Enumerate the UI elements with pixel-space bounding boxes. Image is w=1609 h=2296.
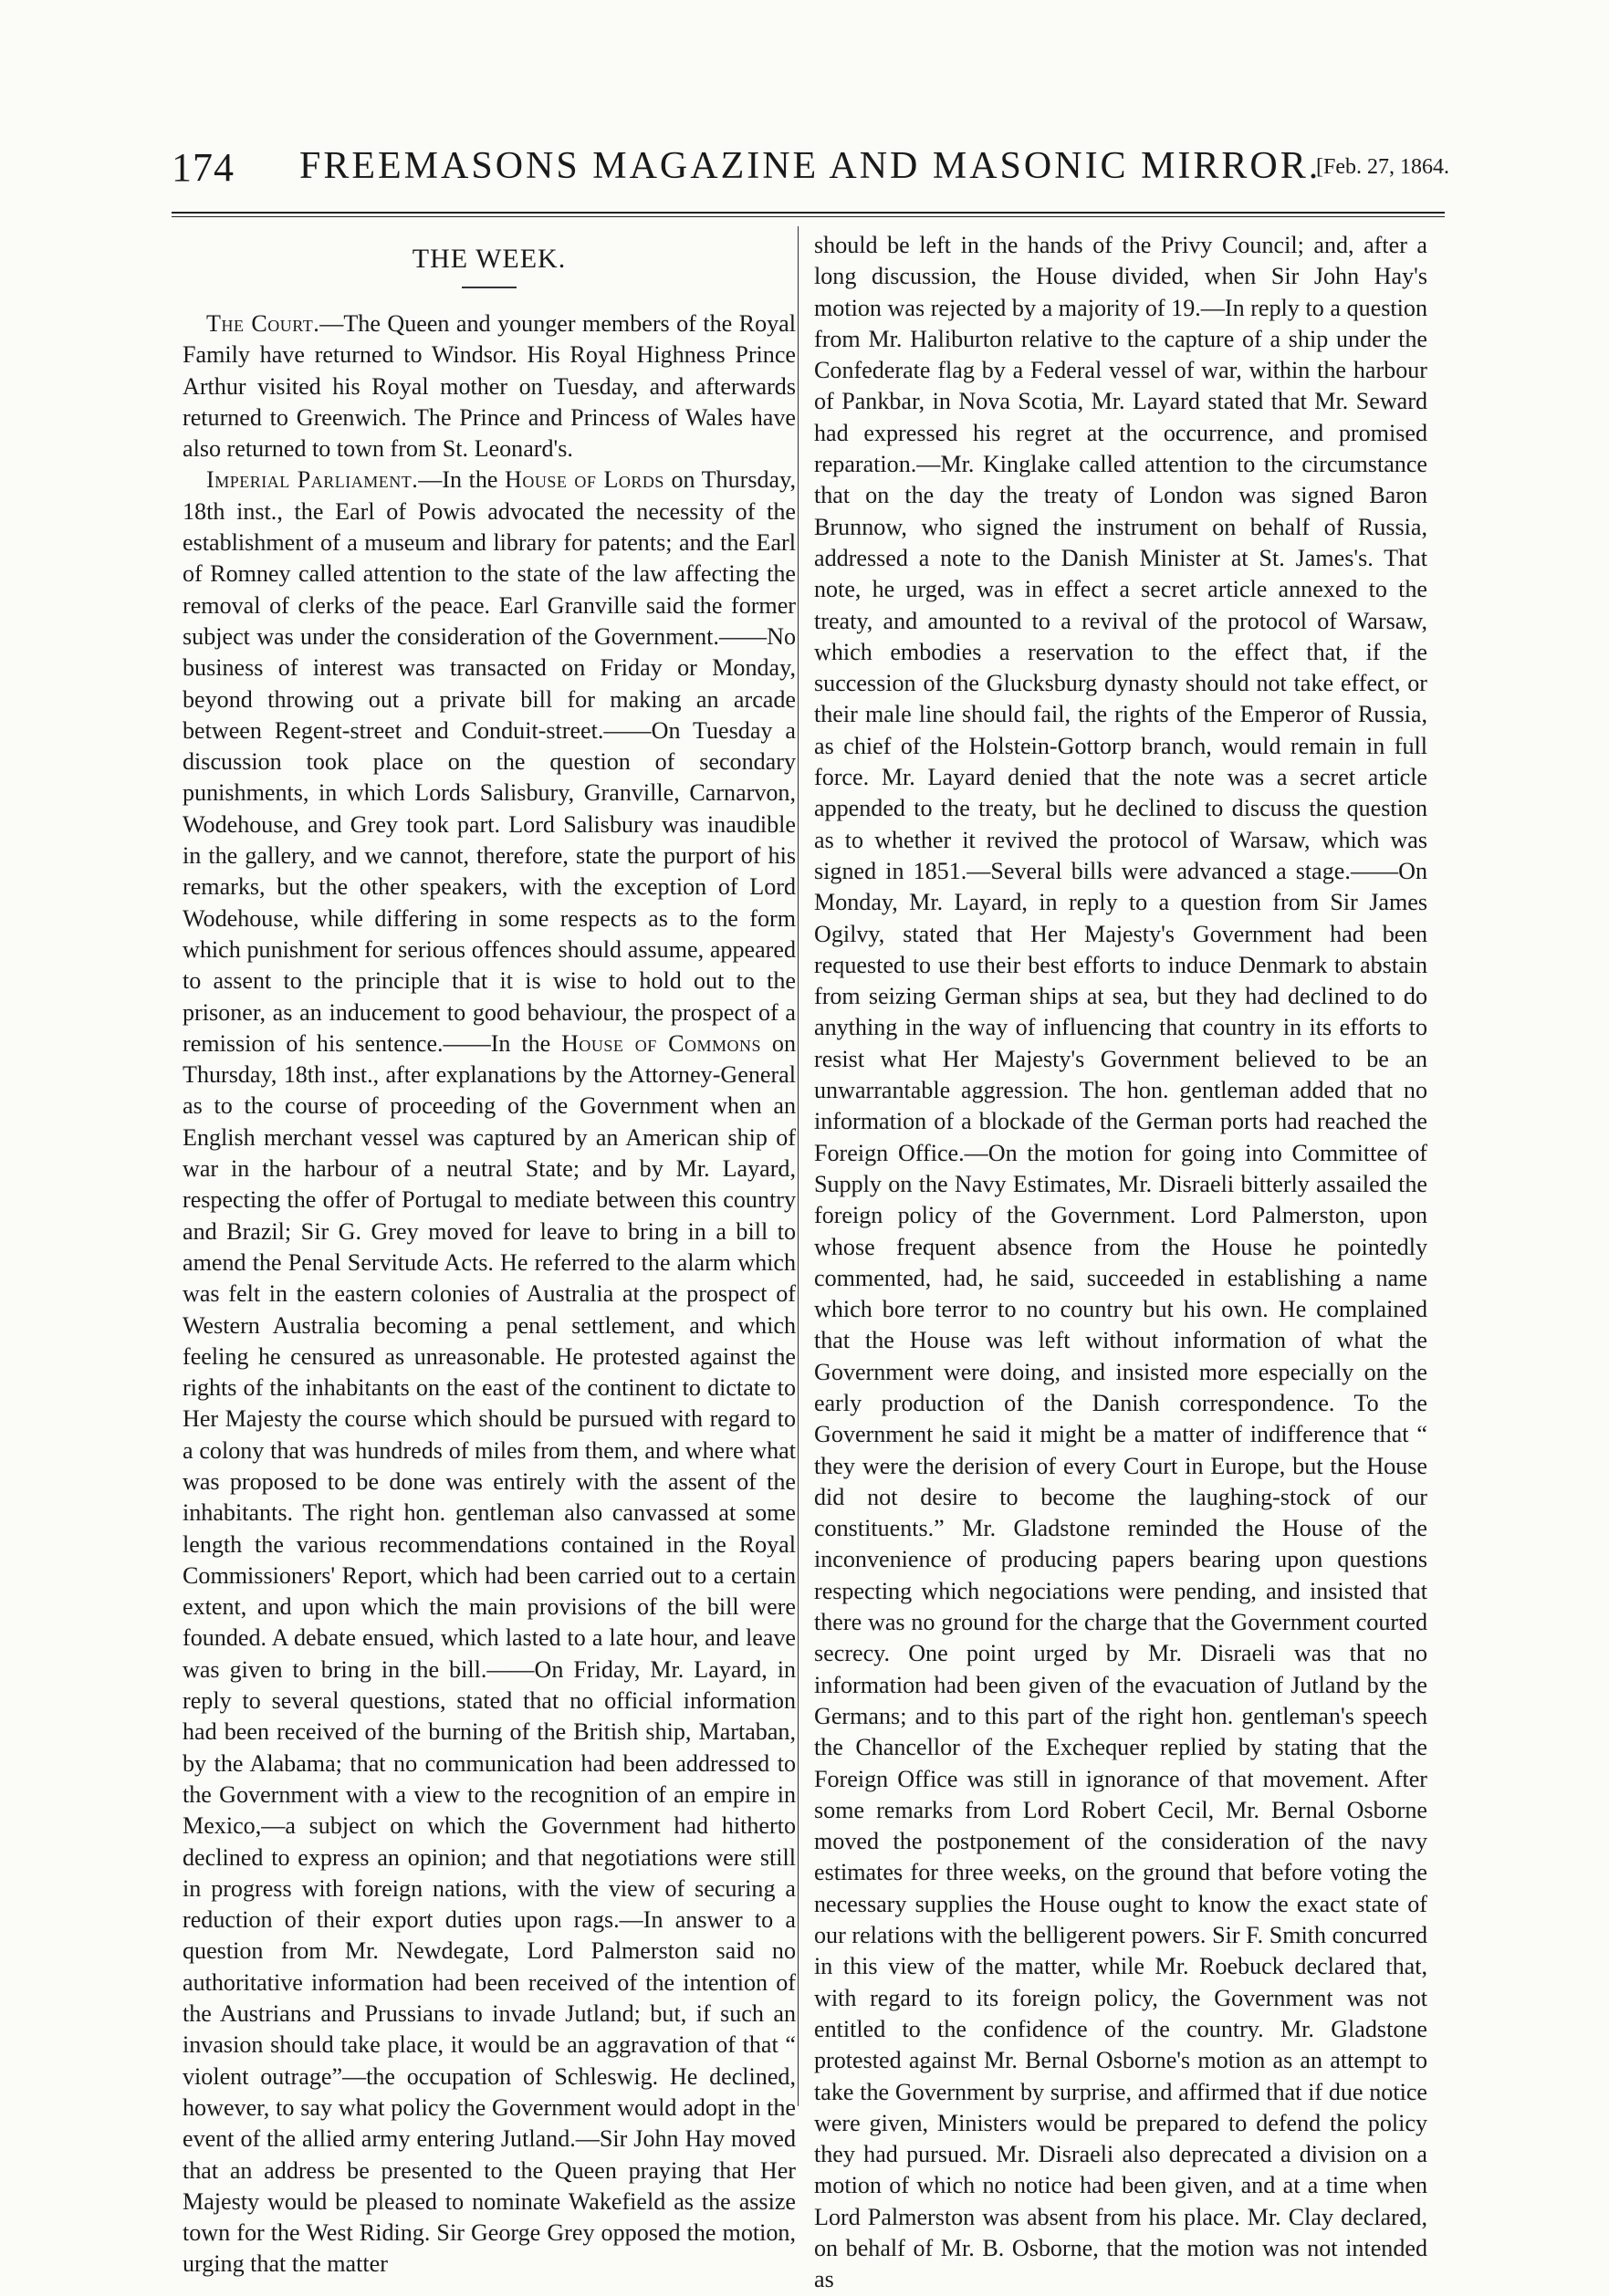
header-rule bbox=[172, 212, 1445, 214]
column-divider bbox=[798, 226, 799, 2106]
left-column bbox=[183, 230, 796, 2278]
issue-date: [Feb. 27, 1864. bbox=[1316, 155, 1449, 179]
masthead bbox=[172, 137, 1449, 201]
court-paragraph bbox=[183, 308, 796, 464]
court-text: —The Queen and younger members of the Royal Family have returned to Windsor. His Royal Highness Prince Arthur visited his Royal mother on Tuesday, and afterwards returned to Greenwich. The Prince and Princess of Wales have also returned to town from St. Leonard's. bbox=[183, 310, 796, 463]
page-number: 174 bbox=[172, 145, 235, 190]
parliament-text-3: on Thursday, 18th inst., after explanations by the Attorney-General as to the course of proceeding of the Government when an English merchant vessel was captured by an American ship of war in the harbour of a neutral State; and by Mr. Layard, respecting the offer of Portugal to mediate between this country and Brazil; Sir G. Grey moved for leave to bring in a bill to amend the Penal Servitude Acts. He referred to the alarm which was felt in the eastern colonies of Australia at the prospect of Western Australia becoming a penal settlement, and which feeling he censured as unreasonable. He protested against the rights of the inhabitants on the east of the continent to dictate to Her Majesty the course which should be pursued with regard to a colony that was hundreds of miles from them, and where what was proposed to be done was entirely with the assent of the inhabitants. The right hon. gentleman also canvassed at some length the various recommendations contained in the Royal Commissioners' Report, which had been carried out to a certain extent, and upon which the main provisions of the bill were founded. A debate ensued, which lasted to a late hour, and leave was given to bring in the bill.——On Friday, Mr. Layard, in reply to several questions, stated that no official information had been received of the burning of the British ship, Martaban, by the Alabama; that no communication had been addressed to the Government with a view to the recognition of an empire in Mexico,—a subject on which the Government had hitherto declined to express an opinion; and that negotiations were still in progress with foreign nations, with the view of securing a reduction of their export duties upon rags.—In answer to a question from Mr. Newdegate, Lord Palmerston said no authoritative information had been received of the intention of the Austrians and Prussians to invade Jutland; but, if such an invasion should take place, it would be an aggravation of that “ violent outrage”—the occupation of Schleswig. He declined, however, to say what policy the Government would adopt in the event of the allied army entering Jutland.—Sir John Hay moved that an address be presented to the Queen praying that Her Majesty would be pleased to nominate Wakefield as the assize town for the West Riding. Sir George Grey opposed the motion, urging that the matter bbox=[183, 1029, 796, 2278]
parliament-text-1: —In the bbox=[418, 466, 506, 494]
parliament-lead: Imperial Parliament. bbox=[206, 466, 419, 494]
magazine-title: FREEMASONS MAGAZINE AND MASONIC MIRROR. bbox=[299, 145, 1322, 187]
header-rule-thin bbox=[172, 216, 1445, 217]
court-lead: The Court. bbox=[206, 310, 320, 337]
article-heading: THE WEEK. bbox=[412, 244, 567, 274]
right-column-text: should be left in the hands of the Privy Council; and, after a long discussion, the House divided, when Sir John Hay's motion was rejected by a majority of 19.—In reply to a question from Mr. Haliburton relative to the capture of a ship under the Confederate flag by a Federal vessel of war, within the harbour of Pankbar, in Nova Scotia, Mr. Layard stated that Mr. Seward had expressed his regret at the occurrence, and promised reparation.—Mr. Kinglake called attention to the circumstance that on the day the treaty of London was signed Baron Brunnow, who signed the instrument on behalf of Russia, addressed a note to the Danish Minister at St. James's. That note, he urged, was in effect a secret article annexed to the treaty, and amounted to a revival of the protocol of Warsaw, which embodies a reservation to the effect that, if the succession of the Glucksburg dynasty should not take effect, or their male line should fail, the rights of the Emperor of Russia, as chief of the Holstein-Gottorp branch, would remain in full force. Mr. Layard denied that the note was a secret article appended to the treaty, but he declined to discuss the question as to whether it revived the protocol of Warsaw, which was signed in 1851.—Several bills were advanced a stage.——On Monday, Mr. Layard, in reply to a question from Sir James Ogilvy, stated that Her Majesty's Government had been requested to use their best efforts to induce Denmark to abstain from seizing German ships at sea, but they had declined to do anything in the way of influencing that country in its efforts to resist what Her Majesty's Government believed to be an unwarrantable aggression. The hon. gentleman added that no information of a blockade of the German ports had reached the Foreign Office.—On the motion for going into Committee of Supply on the Navy Estimates, Mr. Disraeli bitterly assailed the foreign policy of the Government. Lord Palmerston, upon whose frequent absence from the House he pointedly commented, had, he said, succeeded in establishing a name which bore terror to no country but his own. He complained that the House was left without information of what the Government were doing, and insisted more especially on the early production of the Danish correspondence. To the Government he said it might be a matter of indifference that “ they were the derision of every Court in Europe, but the House did not desire to become the laughing-stock of our constituents.” Mr. Gladstone reminded the House of the inconvenience of producing papers bearing upon questions respecting which negociations were pending, and insisted that there was no ground for the charge that the Government courted secrecy. One point urged by Mr. Disraeli was that no information had been given of the evacuation of Jutland by the Germans; and to this part of the right hon. gentleman's speech the Chancellor of the Exchequer replied by stating that the Foreign Office was still in ignorance of that movement. After some remarks from Lord Robert Cecil, Mr. Bernal Osborne moved the postponement of the consideration of the navy estimates for three weeks, on the ground that before voting the necessary supplies the House ought to know the exact state of our relations with the belligerent powers. Sir F. Smith concurred in this view of the matter, while Mr. Roebuck declared that, with regard to its foreign policy, the Government was not entitled to the confidence of the country. Mr. Gladstone protested against Mr. Bernal Osborne's motion as an attempt to take the Government by surprise, and affirmed that if due notice were given, Ministers would be prepared to defend the policy they had pursued. Mr. Disraeli also deprecated a division on a motion of which no notice had been given, and at a time when Lord Palmerston was absent from his place. Mr. Clay declared, on behalf of Mr. B. Osborne, that the motion was not intended as bbox=[814, 232, 1427, 2293]
heading-rule bbox=[462, 287, 517, 288]
lords-label: House of Lords bbox=[505, 466, 664, 494]
right-column bbox=[814, 230, 1427, 2293]
commons-label: House of Commons bbox=[561, 1029, 762, 1057]
parliament-text-2: on Thursday, 18th inst., the Earl of Powis advocated the necessity of the establishment of a museum and library for patents; and the Earl of Romney called attention to the state of the law affecting the removal of clerks of the peace. Earl Granville said the former subject was under the consideration of the Government.——No business of interest was transacted on Friday or Monday, beyond throwing out a private bill for making an arcade between Regent-street and Conduit-street.——On Tuesday a discussion took place on the question of secondary punishments, in which Lords Salisbury, Granville, Carnarvon, Wodehouse, and Grey took part. Lord Salisbury was inaudible in the gallery, and we cannot, therefore, state the purport of his remarks, but the other speakers, with the exception of Lord Wodehouse, while differing in some respects as to the form which punishment for serious offences should assume, appeared to assent to the principle that it is wise to hold out to the prisoner, as an inducement to good behaviour, the prospect of a remission of his sentence.——In the bbox=[183, 466, 796, 1057]
parliament-paragraph bbox=[183, 464, 796, 2280]
